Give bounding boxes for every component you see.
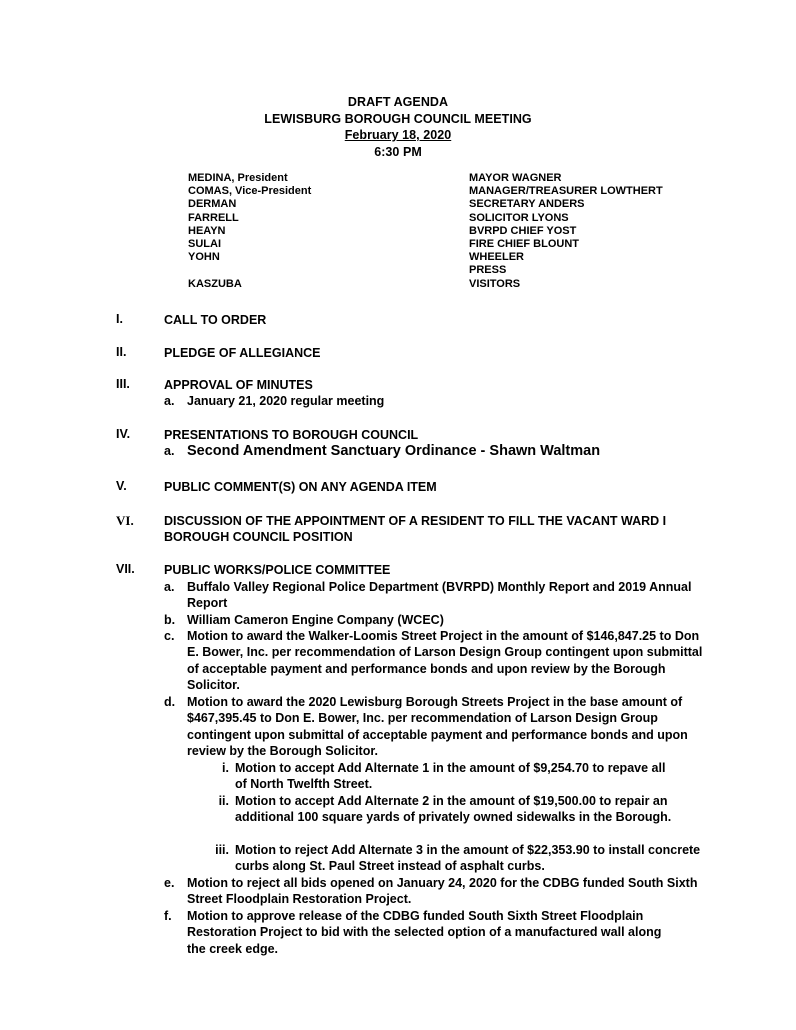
section-number: II. bbox=[116, 345, 127, 359]
item-text: January 21, 2020 regular meeting bbox=[187, 394, 385, 408]
roster-name: FIRE CHIEF BLOUNT bbox=[469, 238, 579, 251]
agenda-subitem bbox=[211, 793, 721, 826]
roster-name: VISITORS bbox=[469, 277, 521, 290]
subitem-numeral: iii. bbox=[215, 843, 229, 857]
item-text: Motion to reject all bids opened on January 24, 2020 for the CDBG funded South Sixth Street Floodplain Restoration Project. bbox=[187, 876, 698, 907]
item-text: Motion to award the 2020 Lewisburg Borough Streets Project in the base amount of $467,395.45 to Don E. Bower, Inc. per recommendation of Larson Design Group contingent upon submittal of acceptable payment and performance bonds and upon review by the Borough Solicitor. bbox=[187, 695, 688, 759]
subitem-numeral: ii. bbox=[218, 794, 229, 808]
subitem-numeral: i. bbox=[222, 761, 229, 775]
section-title: DISCUSSION OF THE APPOINTMENT OF A RESIDENT TO FILL THE VACANT WARD I BOROUGH COUNCIL POSITION bbox=[164, 514, 667, 545]
roster-name: HEAYN bbox=[188, 224, 226, 237]
item-letter: d. bbox=[164, 695, 176, 709]
header-meeting: LEWISBURG BOROUGH COUNCIL MEETING bbox=[264, 111, 532, 126]
item-text: William Cameron Engine Company (WCEC) bbox=[187, 613, 444, 627]
section-title: PLEDGE OF ALLEGIANCE bbox=[164, 346, 321, 360]
agenda-item bbox=[164, 612, 724, 628]
section-number: III. bbox=[116, 377, 130, 391]
item-letter: e. bbox=[164, 876, 175, 890]
roster-name: SULAI bbox=[188, 238, 221, 251]
roster-name: PRESS bbox=[469, 264, 507, 277]
roster-name: COMAS, Vice-President bbox=[188, 185, 312, 198]
subitem-text: Motion to accept Add Alternate 1 in the amount of $9,254.70 to repave all of North Twelfth Street. bbox=[235, 761, 666, 792]
item-text: Second Amendment Sanctuary Ordinance - Shawn Waltman bbox=[187, 443, 601, 459]
roster-name: SECRETARY ANDERS bbox=[469, 198, 585, 211]
council-roster bbox=[188, 172, 311, 291]
item-letter: a. bbox=[164, 394, 175, 408]
subitem-text: Motion to reject Add Alternate 3 in the amount of $22,353.90 to install concrete curbs along St. Paul Street instead of asphalt curbs. bbox=[235, 843, 701, 874]
item-letter: b. bbox=[164, 613, 176, 627]
roster-name: DERMAN bbox=[188, 198, 237, 211]
agenda-item bbox=[164, 908, 724, 957]
agenda-header bbox=[0, 94, 796, 160]
item-letter: a. bbox=[164, 444, 175, 458]
section-title: CALL TO ORDER bbox=[164, 313, 267, 327]
section-number: V. bbox=[116, 479, 127, 493]
item-text: Motion to approve release of the CDBG funded South Sixth Street Floodplain Restoration Project to bid with the selected option of a manufactured wall along the creek edge. bbox=[187, 909, 662, 956]
roster-name: YOHN bbox=[188, 251, 220, 264]
subitem-text: Motion to accept Add Alternate 2 in the amount of $19,500.00 to repair an additional 100 square yards of privately owned sidewalks in the Borough. bbox=[235, 794, 672, 825]
section-title: PUBLIC WORKS/POLICE COMMITTEE bbox=[164, 563, 391, 577]
agenda-item bbox=[164, 694, 724, 760]
section-title: APPROVAL OF MINUTES bbox=[164, 378, 313, 392]
roster-name: MEDINA, President bbox=[188, 172, 288, 184]
agenda-subitem bbox=[211, 760, 721, 793]
agenda-item bbox=[164, 628, 724, 694]
agenda-item bbox=[164, 875, 724, 908]
item-letter: c. bbox=[164, 629, 175, 643]
header-date: February 18, 2020 bbox=[344, 128, 452, 142]
item-text: Motion to award the Walker-Loomis Street Project in the amount of $146,847.25 to Don E. Bower, Inc. per recommendation of Larson Design Group contingent upon submittal of acceptable payment and performance bonds and upon review by the Borough Solicitor. bbox=[187, 629, 703, 693]
roster-name: WHEELER bbox=[469, 251, 524, 264]
agenda-item bbox=[164, 443, 724, 459]
item-letter: f. bbox=[164, 909, 172, 923]
section-number: VII. bbox=[116, 562, 135, 576]
roster-name: FARRELL bbox=[188, 211, 239, 224]
section-number: VI. bbox=[116, 513, 134, 528]
item-text: Buffalo Valley Regional Police Department (BVRPD) Monthly Report and 2019 Annual Report bbox=[187, 580, 692, 611]
roster-name: SOLICITOR LYONS bbox=[469, 211, 569, 224]
roster-name: MAYOR WAGNER bbox=[469, 172, 562, 184]
section-number: IV. bbox=[116, 427, 131, 441]
agenda-item bbox=[164, 393, 724, 409]
section-title: PUBLIC COMMENT(S) ON ANY AGENDA ITEM bbox=[164, 480, 437, 494]
section-number: I. bbox=[116, 312, 123, 326]
header-time: 6:30 PM bbox=[374, 144, 422, 159]
agenda-subitem bbox=[211, 842, 721, 875]
roster-name: BVRPD CHIEF YOST bbox=[469, 224, 577, 237]
agenda-item bbox=[164, 579, 724, 612]
roster-name: KASZUBA bbox=[188, 277, 242, 290]
section-title: PRESENTATIONS TO BOROUGH COUNCIL bbox=[164, 428, 419, 442]
staff-roster bbox=[469, 172, 663, 291]
roster-name: MANAGER/TREASURER LOWTHERT bbox=[469, 185, 663, 198]
item-letter: a. bbox=[164, 580, 175, 594]
header-title: DRAFT AGENDA bbox=[347, 95, 449, 109]
